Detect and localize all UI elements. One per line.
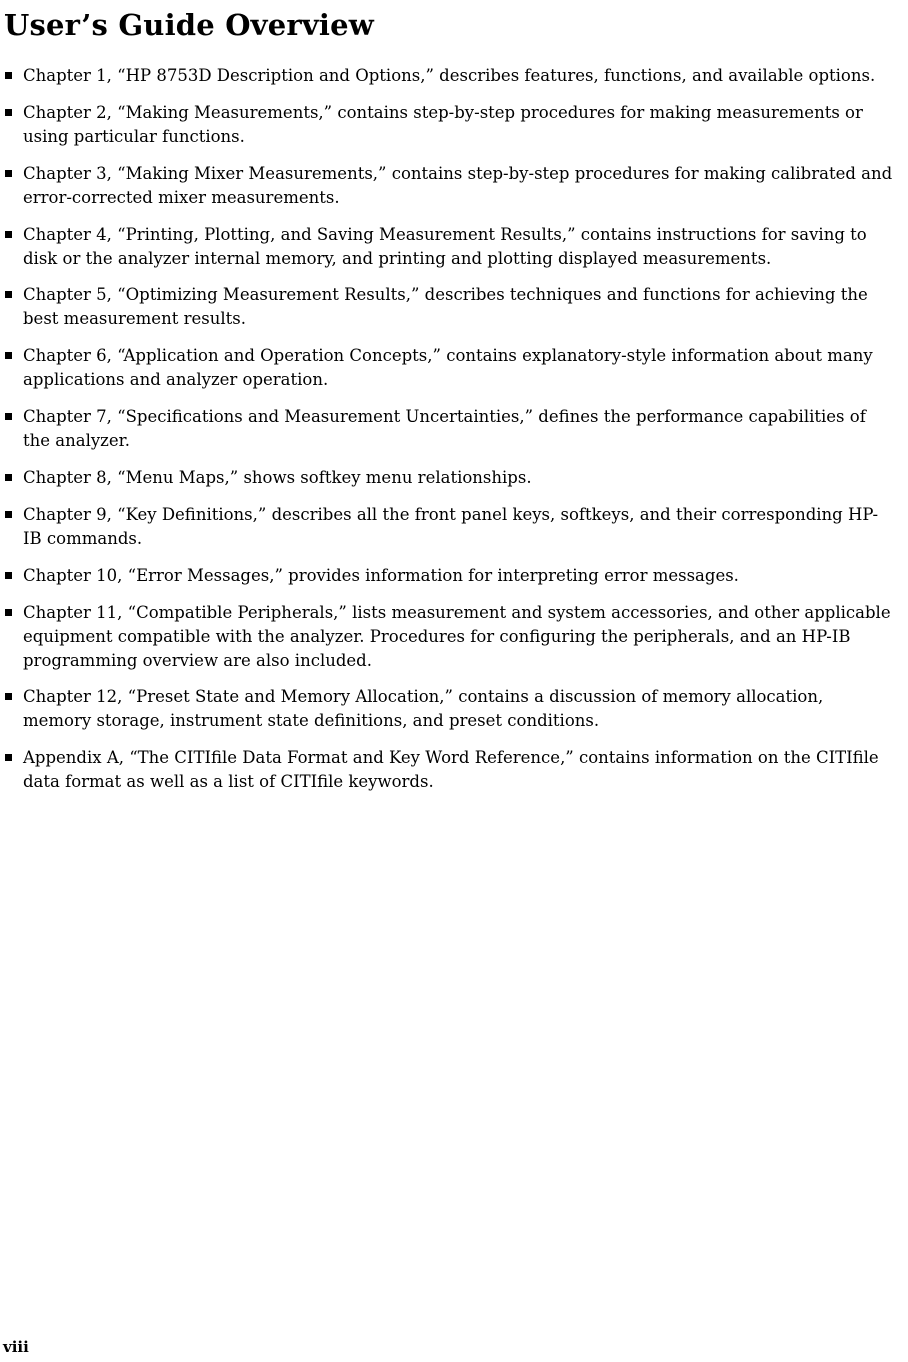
chapter-description: Chapter 12, “Preset State and Memory Allocation,” contains a discussion of memory allocation, memory storage, instrument state definitions, and preset conditions. — [23, 687, 824, 731]
chapter-description: Chapter 7, “Specifications and Measurement Uncertainties,” defines the performance capabilities of the analyzer. — [23, 407, 866, 451]
chapter-description: Chapter 2, “Making Measurements,” contains step-by-step procedures for making measurements or using particular functions. — [23, 102, 863, 146]
bullet-square-icon — [5, 170, 12, 177]
bullet-square-icon — [5, 754, 12, 761]
list-item — [4, 746, 894, 794]
bullet-square-icon — [5, 474, 12, 481]
bullet-square-icon — [5, 352, 12, 359]
chapter-description: Chapter 6, “Application and Operation Concepts,” contains explanatory-style information about many applications and analyzer operation. — [23, 346, 873, 390]
chapter-description: Chapter 3, “Making Mixer Measurements,” contains step-by-step procedures for making calibrated and error-corrected mixer measurements. — [23, 163, 893, 207]
bullet-square-icon — [5, 413, 12, 420]
chapter-description: Chapter 8, “Menu Maps,” shows softkey menu relationships. — [23, 467, 532, 487]
list-item — [4, 405, 894, 453]
bullet-square-icon — [5, 72, 12, 79]
list-item — [4, 466, 894, 490]
chapter-description: Chapter 9, “Key Definitions,” describes all the front panel keys, softkeys, and their corresponding HP-IB commands. — [23, 504, 879, 548]
chapter-description: Chapter 1, “HP 8753D Description and Options,” describes features, functions, and available options. — [23, 66, 876, 85]
list-item — [4, 162, 894, 210]
chapter-description: Chapter 4, “Printing, Plotting, and Saving Measurement Results,” contains instructions for saving to disk or the analyzer internal memory, and printing and plotting displayed measurements. — [23, 224, 867, 268]
bullet-square-icon — [5, 231, 12, 238]
list-item — [4, 503, 894, 551]
bullet-square-icon — [5, 291, 12, 298]
list-item — [4, 601, 894, 673]
bullet-square-icon — [5, 511, 12, 518]
chapter-description: Chapter 11, “Compatible Peripherals,” lists measurement and system accessories, and other applicable equipment compatible with the analyzer. Procedures for configuring the peripherals, and an HP-IB programming overview are also included. — [23, 602, 891, 670]
list-item — [4, 564, 894, 588]
bullet-square-icon — [5, 609, 12, 616]
list-item — [4, 223, 894, 271]
page-title: User’s Guide Overview — [4, 8, 374, 42]
chapter-description: Chapter 5, “Optimizing Measurement Results,” describes techniques and functions for achieving the best measurement results. — [23, 285, 868, 329]
list-item — [4, 283, 894, 331]
chapter-description: Appendix A, “The CITIfile Data Format and Key Word Reference,” contains information on the CITIfile data format as well as a list of CITIfile keywords. — [23, 748, 879, 792]
bullet-square-icon — [5, 109, 12, 116]
bullet-square-icon — [5, 693, 12, 700]
chapter-list — [4, 64, 894, 794]
page-number: viii — [3, 1338, 29, 1356]
chapter-description: Chapter 10, “Error Messages,” provides information for interpreting error messages. — [23, 565, 739, 585]
list-item — [4, 344, 894, 392]
list-item — [4, 101, 894, 149]
bullet-square-icon — [5, 572, 12, 579]
list-item — [4, 64, 894, 88]
list-item — [4, 685, 894, 733]
